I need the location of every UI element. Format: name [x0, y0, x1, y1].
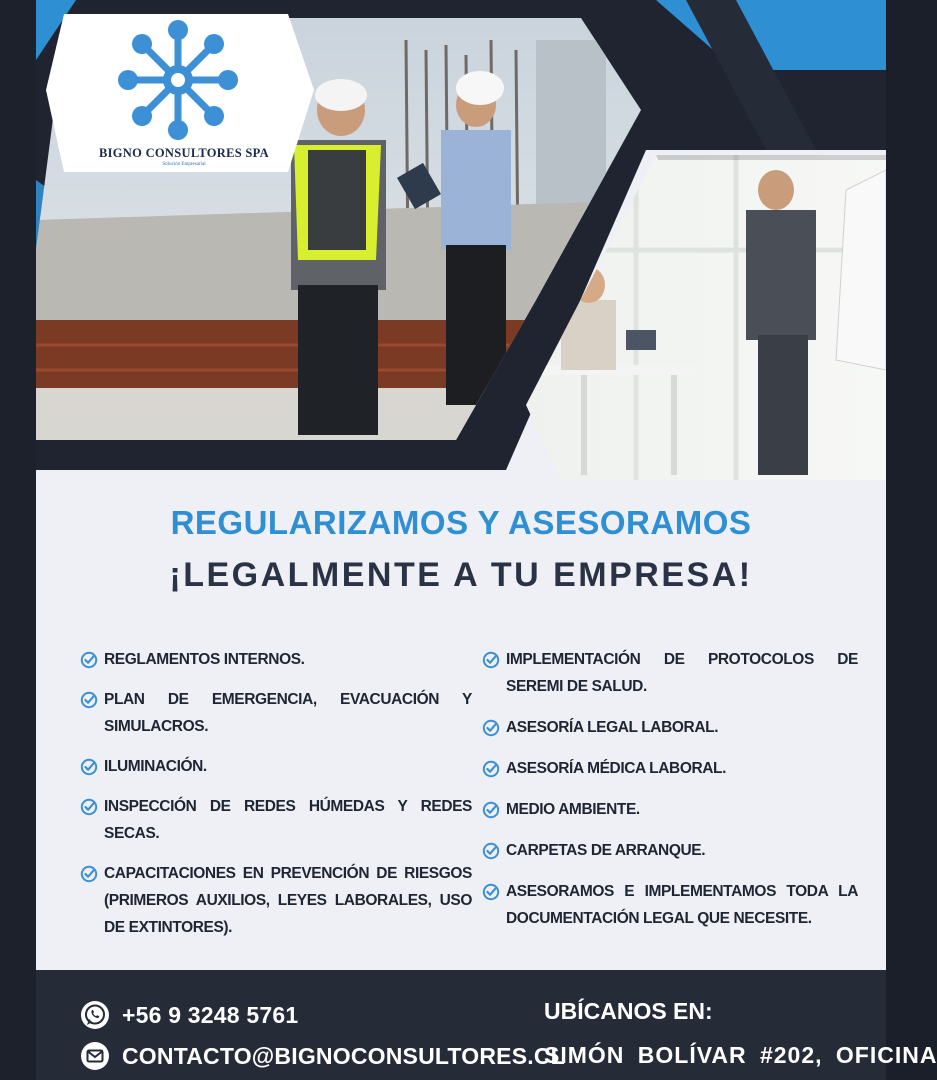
- service-item: [482, 878, 858, 932]
- flyer-card: [36, 0, 937, 1080]
- headline-primary: REGULARIZAMOS Y ASESORAMOS: [170, 504, 752, 541]
- brand-name: BIGNO CONSULTORES SPA: [98, 146, 269, 160]
- phone-number: +56 9 3248 5761: [122, 1001, 299, 1028]
- check-circle-icon: [482, 651, 500, 669]
- check-circle-icon: [482, 760, 500, 778]
- logo-block: [36, 0, 326, 180]
- service-text: ASESORÍA MÉDICA LABORAL.: [506, 760, 727, 777]
- service-text: REGLAMENTOS INTERNOS.: [104, 651, 305, 668]
- check-circle-icon: [80, 865, 98, 883]
- service-text: ASESORÍA LEGAL LABORAL.: [506, 719, 719, 736]
- headline-secondary: ¡LEGALMENTE A TU EMPRESA!: [169, 556, 753, 594]
- check-circle-icon: [482, 719, 500, 737]
- network-logo-icon: [118, 20, 238, 140]
- check-circle-icon: [482, 801, 500, 819]
- phone-row[interactable]: [80, 1000, 298, 1030]
- service-text: MEDIO AMBIENTE.: [506, 801, 640, 818]
- service-item: [80, 646, 472, 673]
- service-text: INSPECCIÓN DE REDES HÚMEDAS Y REDES SECAS.: [104, 798, 472, 842]
- service-text: CARPETAS DE ARRANQUE.: [506, 842, 706, 859]
- whatsapp-icon: [80, 1000, 110, 1030]
- service-item: [482, 796, 858, 823]
- hero-section: [36, 0, 886, 470]
- service-item: [80, 686, 472, 740]
- services-right-column: [482, 646, 858, 946]
- service-text: CAPACITACIONES EN PREVENCIÓN DE RIESGOS (PRIMEROS AUXILIOS, LEYES LABORALES, USO DE EXTINTORES).: [104, 865, 472, 936]
- side-strip: [0, 0, 36, 1080]
- contact-footer: [36, 970, 937, 1080]
- email-address: CONTACTO@BIGNOCONSULTORES.CL: [122, 1042, 565, 1069]
- service-item: [80, 860, 472, 941]
- check-circle-icon: [80, 691, 98, 709]
- service-item: [482, 755, 858, 782]
- check-circle-icon: [482, 842, 500, 860]
- service-item: [482, 714, 858, 741]
- brand-tagline: Solución Empresarial: [162, 162, 206, 167]
- service-text: ASESORAMOS E IMPLEMENTAMOS TODA LA DOCUMENTACIÓN LEGAL QUE NECESITE.: [506, 883, 858, 927]
- service-text: ILUMINACIÓN.: [104, 758, 207, 775]
- service-text: IMPLEMENTACIÓN DE PROTOCOLOS DE SEREMI DE SALUD.: [506, 651, 858, 695]
- location-title: UBÍCANOS EN:: [544, 998, 713, 1024]
- service-item: [482, 646, 858, 700]
- check-circle-icon: [80, 798, 98, 816]
- email-row[interactable]: [80, 1041, 565, 1071]
- location-address: SIMÓN BOLÍVAR #202, OFICINA: [544, 1042, 937, 1068]
- services-left-column: [80, 646, 472, 954]
- service-item: [80, 793, 472, 847]
- service-item: [80, 753, 472, 780]
- check-circle-icon: [482, 883, 500, 901]
- service-item: [482, 837, 858, 864]
- check-circle-icon: [80, 758, 98, 776]
- mail-icon: [80, 1041, 110, 1071]
- check-circle-icon: [80, 651, 98, 669]
- service-text: PLAN DE EMERGENCIA, EVACUACIÓN Y SIMULACROS.: [104, 691, 472, 735]
